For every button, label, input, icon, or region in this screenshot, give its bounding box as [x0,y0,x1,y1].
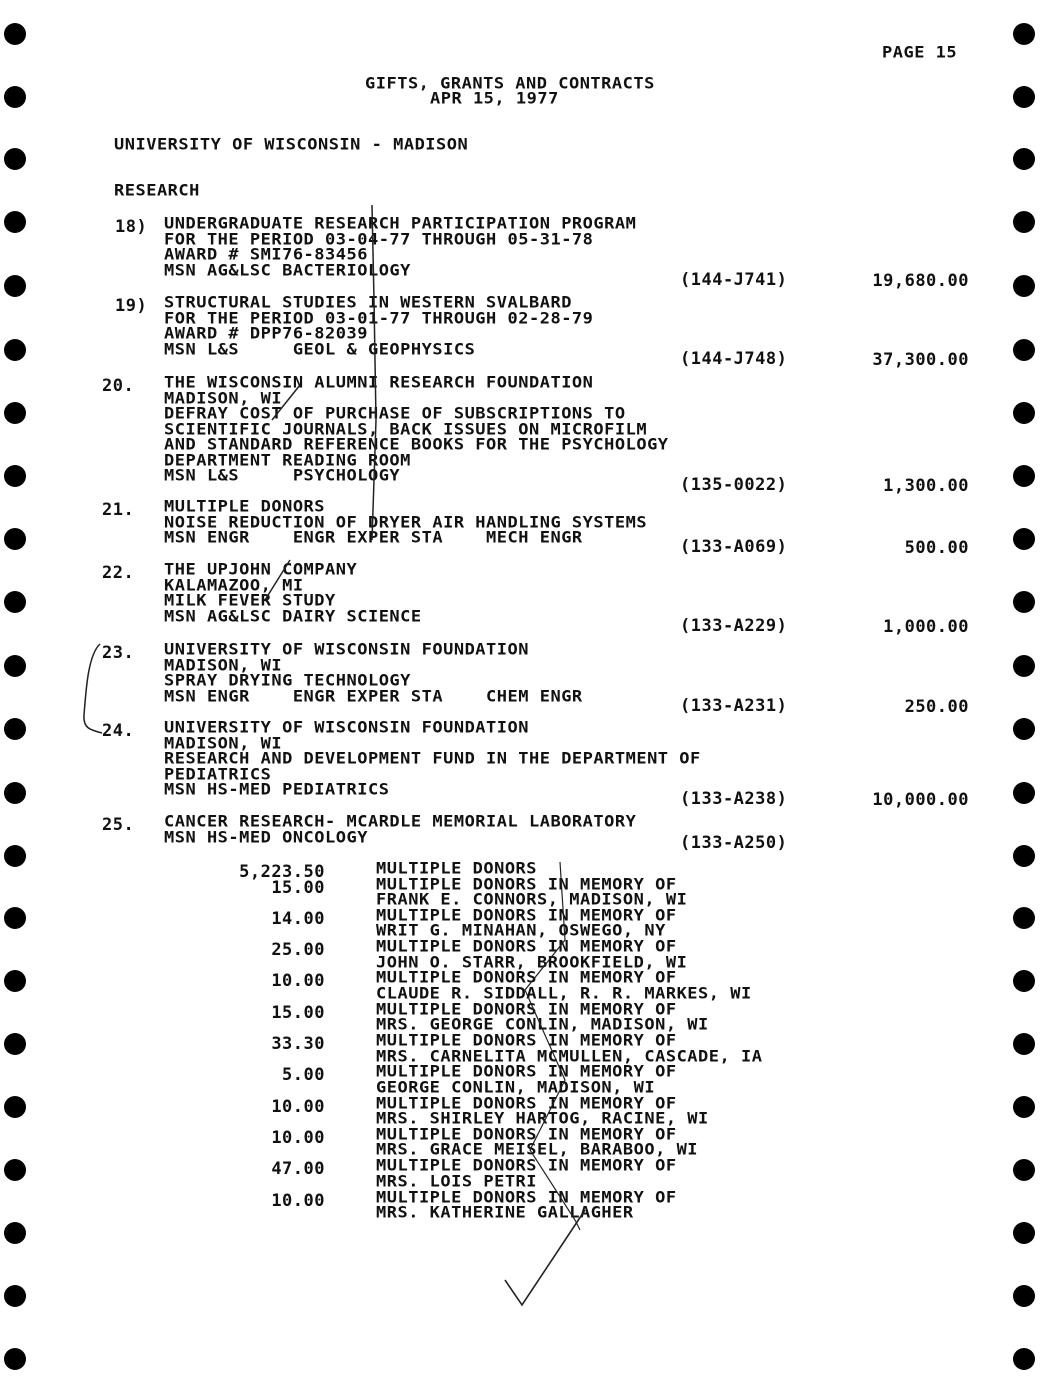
entry-line: UNIVERSITY OF WISCONSIN FOUNDATION [164,640,529,660]
account-code: (133-A229) [680,615,788,636]
entry-line: KALAMAZOO, MI [164,575,304,595]
donation-line: MULTIPLE DONORS IN MEMORY OF [376,1062,677,1082]
entry-line: NOISE REDUCTION OF DRYER AIR HANDLING SYSTEMS [164,512,648,532]
donation-line: MRS. LOIS PETRI [376,1171,538,1191]
account-code: (144-J748) [680,348,788,369]
account-code: (133-A231) [680,695,788,716]
donation-line: MULTIPLE DONORS IN MEMORY OF [376,968,677,988]
donation-line: JOHN O. STARR, BROOKFIELD, WI [376,952,688,972]
entry-line: MSN AG&LSC DAIRY SCIENCE [164,606,422,626]
document-date: APR 15, 1977 [430,89,559,109]
donation-line: FRANK E. CONNORS, MADISON, WI [376,890,688,910]
award-amount: 1,000.00 [883,616,969,637]
long-pen-line [525,862,580,1230]
account-code: (135-0022) [680,475,788,495]
donation-amount: 15.00 [271,877,325,898]
entry-line: PEDIATRICS [164,764,272,784]
entry-line: AND STANDARD REFERENCE BOOKS FOR THE PSYCHOLOGY [164,435,669,455]
donation-line: CLAUDE R. SIDDALL, R. R. MARKES, WI [376,984,752,1004]
entry-line: CANCER RESEARCH- MCARDLE MEMORIAL LABORATORY [164,812,637,832]
donation-line: MULTIPLE DONORS [376,859,538,879]
account-code: (133-A238) [680,789,788,809]
section-heading: RESEARCH [114,181,200,201]
entry-number: 25. [102,815,135,835]
donation-line: MULTIPLE DONORS IN MEMORY OF [376,905,677,925]
entry-line: MSN HS-MED ONCOLOGY [164,827,368,847]
entry-line: AWARD # SMI76-83456 [164,245,368,265]
donation-line: MRS. CARNELITA MCMULLEN, CASCADE, IA [376,1046,763,1066]
entry-line: MSN AG&LSC BACTERIOLOGY [164,260,411,280]
entry-line: MSN ENGR ENGR EXPER STA CHEM ENGR [164,686,583,706]
entry-line: MADISON, WI [164,388,283,408]
entry-line: MSN HS-MED PEDIATRICS [164,780,390,800]
entry-line: SCIENTIFIC JOURNALS, BACK ISSUES ON MICROFILM [164,419,648,439]
entry-line: MSN L&S PSYCHOLOGY [164,466,401,486]
donation-line: MRS. GRACE MEISEL, BARABOO, WI [376,1140,699,1160]
pen-stroke-vertical [372,205,376,540]
entry-line: THE WISCONSIN ALUMNI RESEARCH FOUNDATION [164,373,594,393]
donation-line: MULTIPLE DONORS IN MEMORY OF [376,1156,677,1176]
donation-line: MULTIPLE DONORS IN MEMORY OF [376,937,677,957]
donation-line: WRIT G. MINAHAN, OSWEGO, NY [376,921,666,941]
account-code: (144-J741) [680,269,788,290]
award-amount: 10,000.00 [872,790,969,810]
entry-line: MADISON, WI [164,733,283,753]
award-amount: 19,680.00 [872,270,969,291]
entry-line: FOR THE PERIOD 03-04-77 THROUGH 05-31-78 [164,229,594,249]
entry-number: 22. [102,563,135,583]
donation-amount: 14.00 [271,908,325,929]
donation-line: MULTIPLE DONORS IN MEMORY OF [376,1093,677,1113]
donation-line: MULTIPLE DONORS IN MEMORY OF [376,1031,677,1051]
donation-line: MULTIPLE DONORS IN MEMORY OF [376,999,677,1019]
entry-line: MULTIPLE DONORS [164,497,326,517]
account-code: (133-A250) [680,832,788,853]
entry-line: UNDERGRADUATE RESEARCH PARTICIPATION PROGRAM [164,214,637,234]
entry-line: STRUCTURAL STUDIES IN WESTERN SVALBARD [164,293,572,313]
donation-amount: 10.00 [271,1190,325,1211]
entry-number: 23. [102,643,135,663]
pen-stroke-diagonal [265,385,300,600]
entry-number: 20. [102,376,135,396]
entry-number: 18) [115,217,148,237]
check-mark [505,1210,585,1305]
donation-line: MULTIPLE DONORS IN MEMORY OF [376,1125,677,1145]
donation-line: MRS. GEORGE CONLIN, MADISON, WI [376,1015,709,1035]
donation-amount: 10.00 [271,1096,325,1117]
entry-line: MSN ENGR ENGR EXPER STA MECH ENGR [164,528,583,548]
entry-number: 19) [115,296,148,316]
entry-line: THE UPJOHN COMPANY [164,560,358,580]
account-code: (133-A069) [680,537,788,557]
donation-amount: 10.00 [271,971,325,992]
page-number: PAGE 15 [882,43,958,63]
entry-line: SPRAY DRYING TECHNOLOGY [164,671,411,691]
donation-amount: 15.00 [271,1002,325,1023]
entry-line: MILK FEVER STUDY [164,591,336,611]
donation-line: MRS. SHIRLEY HARTOG, RACINE, WI [376,1109,709,1129]
donation-line: MULTIPLE DONORS IN MEMORY OF [376,874,677,894]
award-amount: 250.00 [904,696,969,717]
award-amount: 37,300.00 [872,349,969,370]
bracket-mark [84,644,102,733]
entry-line: UNIVERSITY OF WISCONSIN FOUNDATION [164,718,529,738]
entry-number: 21. [102,500,135,520]
donation-amount: 10.00 [271,1127,325,1148]
donation-amount: 33.30 [271,1034,325,1054]
entry-line: MSN L&S GEOL & GEOPHYSICS [164,339,476,359]
award-amount: 500.00 [904,538,969,558]
donation-amount: 5.00 [282,1065,325,1086]
donation-line: GEORGE CONLIN, MADISON, WI [376,1077,656,1097]
donation-line: MRS. KATHERINE GALLAGHER [376,1203,634,1223]
entry-number: 24. [102,721,135,741]
entry-line: DEFRAY COST OF PURCHASE OF SUBSCRIPTIONS TO [164,404,626,424]
entry-line: RESEARCH AND DEVELOPMENT FUND IN THE DEPARTMENT OF [164,749,701,769]
award-amount: 1,300.00 [883,476,969,496]
document-title: GIFTS, GRANTS AND CONTRACTS [365,74,655,94]
donation-amount: 47.00 [271,1159,325,1180]
donation-line: MULTIPLE DONORS IN MEMORY OF [376,1187,677,1207]
entry-line: AWARD # DPP76-82039 [164,324,368,344]
institution-name: UNIVERSITY OF WISCONSIN - MADISON [114,135,469,155]
entry-line: DEPARTMENT READING ROOM [164,450,411,470]
donation-amount: 5,223.50 [239,862,325,882]
entry-line: FOR THE PERIOD 03-01-77 THROUGH 02-28-79 [164,308,594,328]
donation-amount: 25.00 [271,940,325,961]
entry-line: MADISON, WI [164,655,283,675]
